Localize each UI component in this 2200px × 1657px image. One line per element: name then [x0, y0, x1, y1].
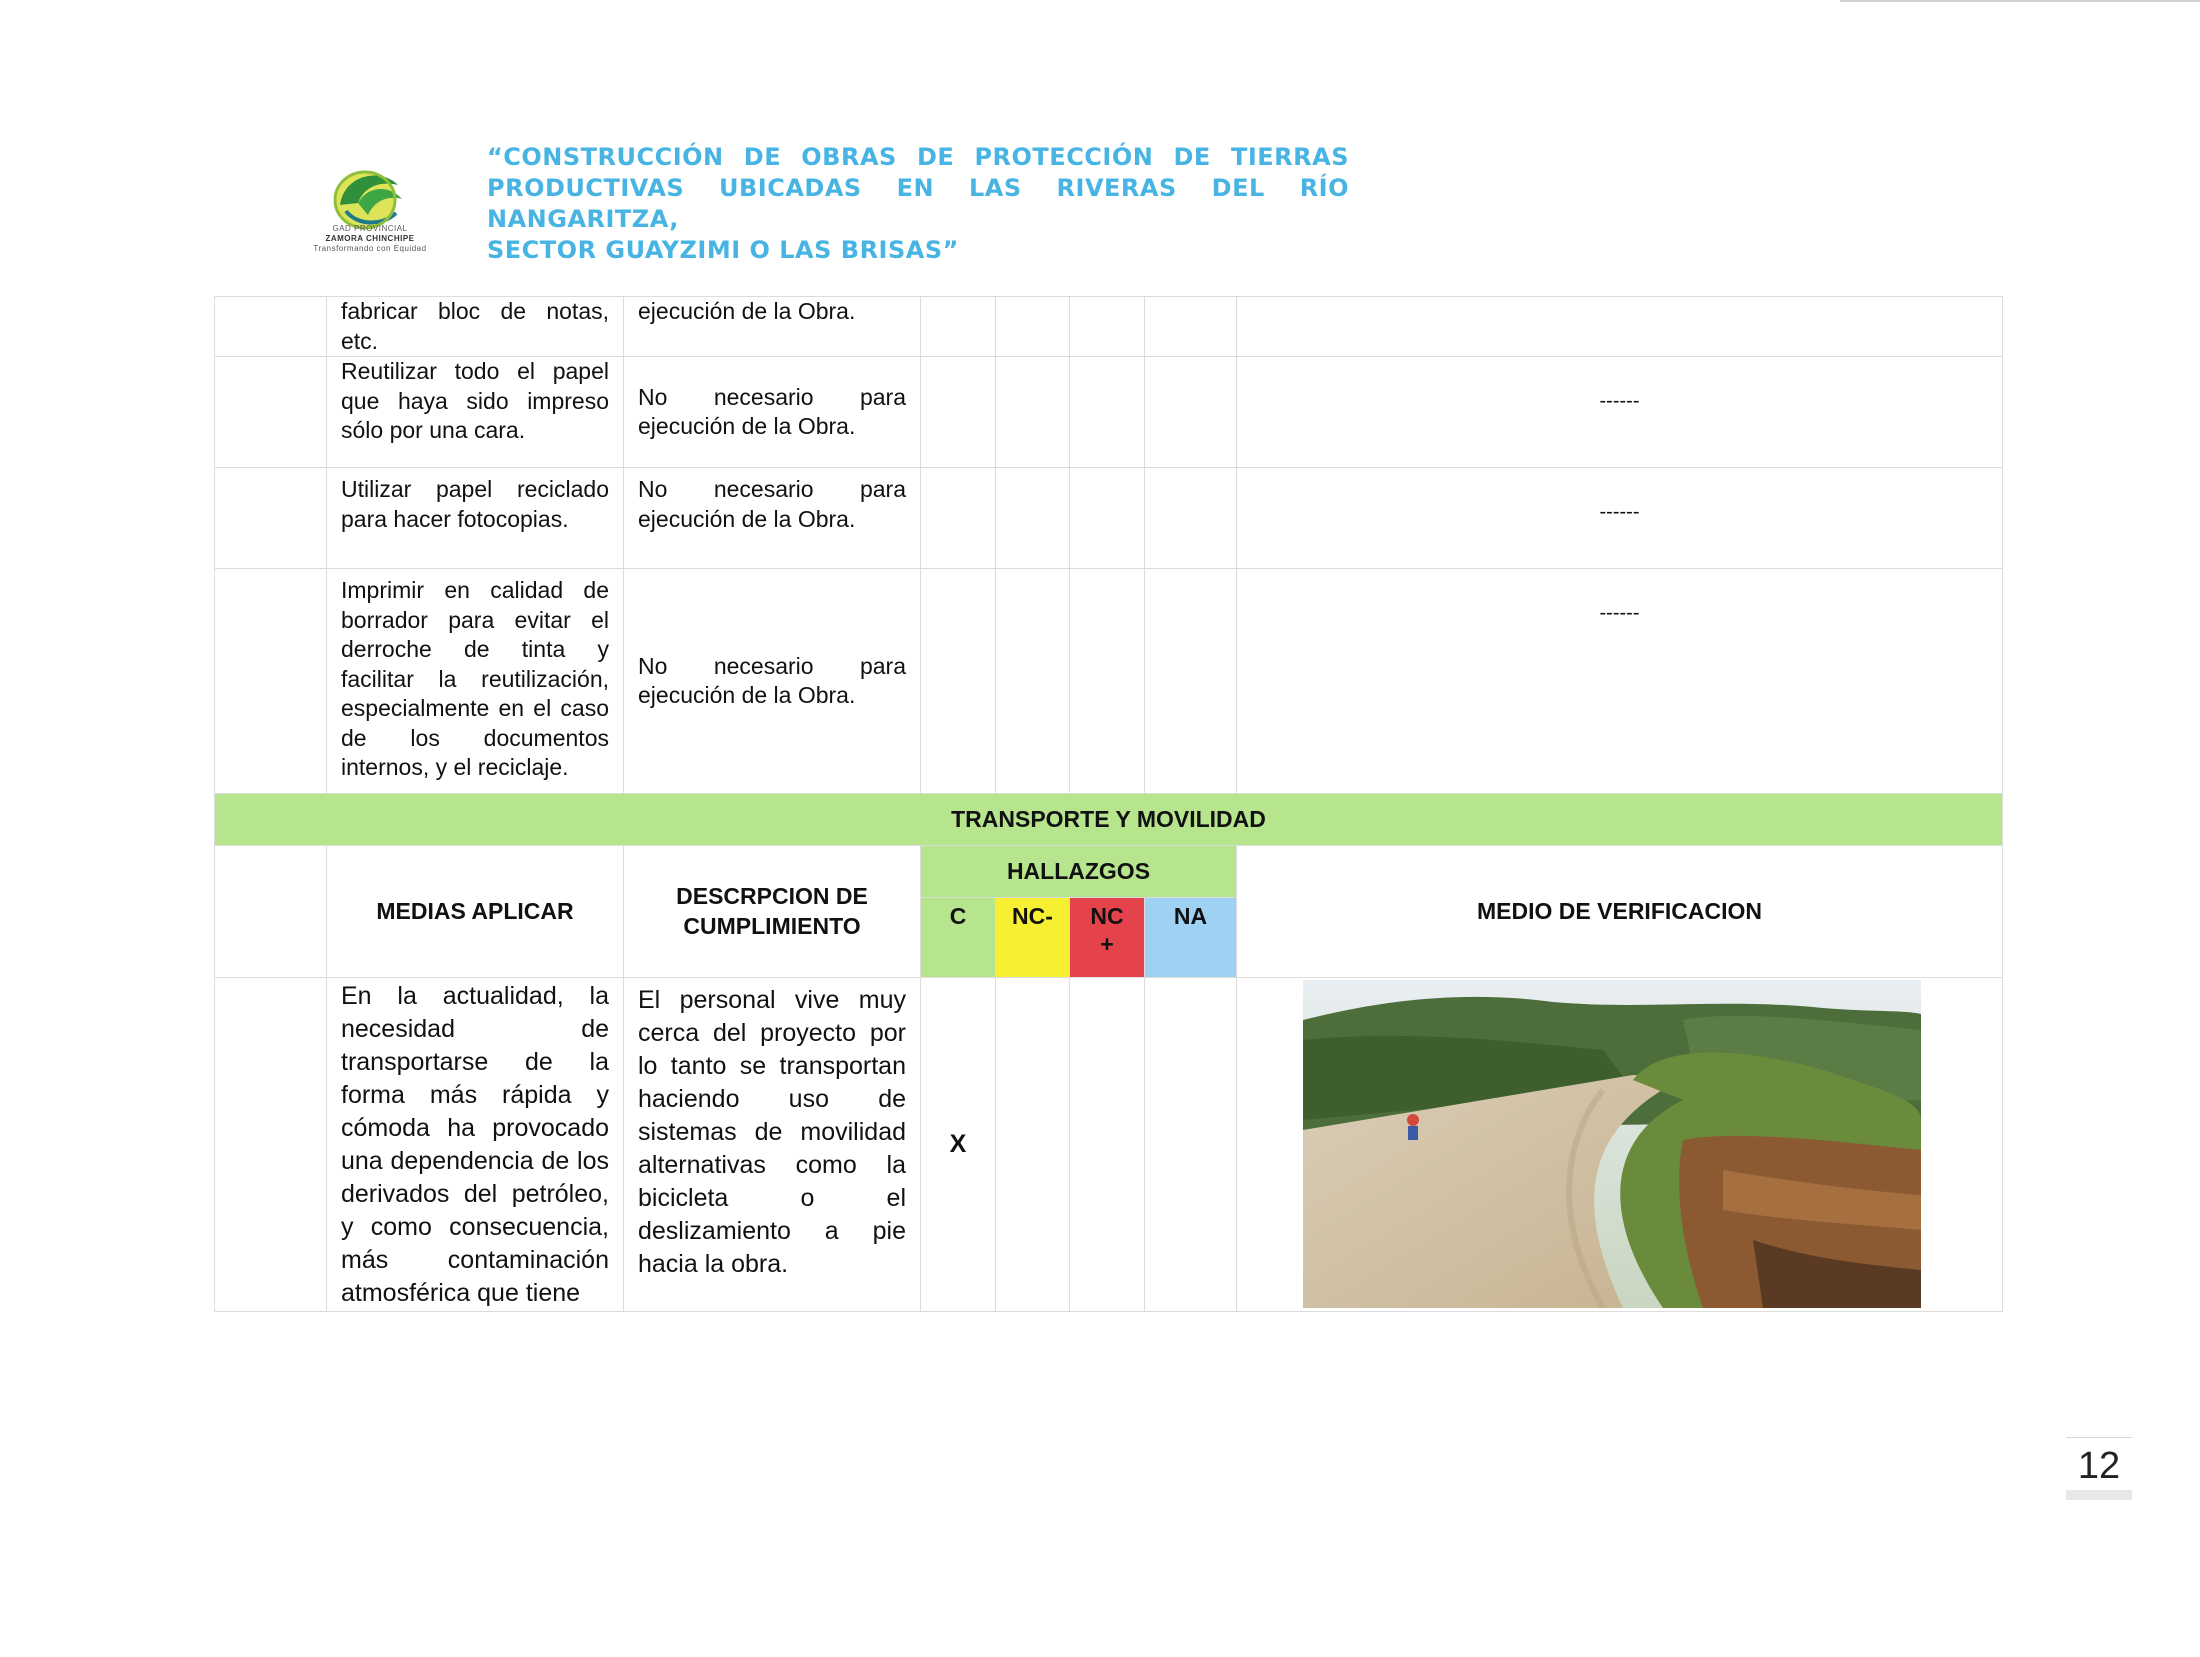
table-row: [215, 297, 2003, 357]
logo-caption: [305, 224, 435, 254]
header-nc-minus: NC-: [996, 898, 1070, 978]
measure-cell: Imprimir en calidad de borrador para evitar el derroche de tinta y facilitar la reutilización, especialmente en el caso de los documentos internos, y el reciclaje.: [327, 569, 624, 794]
section-row: [215, 794, 2003, 846]
logo-caption-bottom: Transformando con Equidad: [313, 244, 427, 253]
verification-dash: ------: [1599, 390, 1640, 412]
description-cell: No necesario para ejecución de la Obra.: [624, 569, 921, 794]
c-mark-cell: X: [921, 978, 996, 1312]
header-index-cell: [215, 846, 327, 978]
description-cell: No necesario para ejecución de la Obra.: [624, 357, 921, 468]
c-cell: [921, 357, 996, 468]
site-road-photo: [1303, 980, 1921, 1308]
header-nc-plus: [1070, 898, 1145, 978]
table-row: [215, 357, 2003, 468]
c-cell: [921, 468, 996, 569]
measure-cell: Reutilizar todo el papel que haya sido impreso sólo por una cara.: [327, 357, 624, 468]
header-nc-plus-line-1: NC: [1090, 903, 1124, 929]
nc-plus-cell: [1070, 357, 1145, 468]
verification-cell: [1237, 468, 2003, 569]
verification-photo-cell: [1237, 978, 2003, 1312]
row-index-cell: [215, 569, 327, 794]
project-title-line-2: PRODUCTIVAS UBICADAS EN LAS RIVERAS DEL RÍO NANGARITZA,: [487, 174, 1349, 233]
c-cell: [921, 569, 996, 794]
header-findings: HALLAZGOS: [921, 846, 1237, 898]
project-title-line-1: “CONSTRUCCIÓN DE OBRAS DE PROTECCIÓN DE TIERRAS: [487, 143, 1349, 171]
measure-cell: En la actualidad, la necesidad de transportarse de la forma más rápida y cómoda ha provocado una dependencia de los derivados del petróleo, y como consecuencia, más contaminación atmosférica que tiene: [327, 978, 624, 1312]
project-title: [487, 142, 1349, 266]
header-measures: MEDIAS APLICAR: [327, 846, 624, 978]
header-description: DESCRPCION DE CUMPLIMIENTO: [624, 846, 921, 978]
nc-plus-cell: [1070, 569, 1145, 794]
column-header-row: [215, 846, 2003, 898]
table-row: [215, 569, 2003, 794]
logo-caption-main: ZAMORA CHINCHIPE: [325, 234, 415, 243]
nc-minus-cell: [996, 357, 1070, 468]
na-cell: [1145, 297, 1237, 357]
nc-minus-cell: [996, 468, 1070, 569]
nc-plus-cell: [1070, 468, 1145, 569]
na-cell: [1145, 569, 1237, 794]
nc-minus-cell: [996, 569, 1070, 794]
description-cell: El personal vive muy cerca del proyecto por lo tanto se transportan haciendo uso de sistemas de movilidad alternativas como la bicicleta o el deslizamiento a pie hacia la obra.: [624, 978, 921, 1312]
top-edge-rule: [1840, 0, 2200, 2]
description-cell: ejecución de la Obra.: [624, 297, 921, 357]
row-index-cell: [215, 468, 327, 569]
nc-minus-cell: [996, 297, 1070, 357]
header-nc-plus-line-2: +: [1100, 931, 1114, 957]
verification-cell: [1237, 297, 2003, 357]
table-row: [215, 978, 2003, 1312]
page-number: 12: [2066, 1437, 2132, 1504]
project-title-line-3: SECTOR GUAYZIMI O LAS BRISAS”: [487, 236, 959, 264]
nc-plus-cell: [1070, 297, 1145, 357]
na-mark-cell: [1145, 978, 1237, 1312]
table-row: [215, 468, 2003, 569]
na-cell: [1145, 468, 1237, 569]
row-index-cell: [215, 297, 327, 357]
environmental-measures-table: [214, 296, 2003, 1312]
verification-cell: [1237, 569, 2003, 794]
na-cell: [1145, 357, 1237, 468]
section-title: TRANSPORTE Y MOVILIDAD: [215, 794, 2003, 846]
page-number-shade: [2066, 1490, 2132, 1500]
verification-dash: ------: [1599, 501, 1640, 523]
row-index-cell: [215, 357, 327, 468]
header-verification: MEDIO DE VERIFICACION: [1237, 846, 2003, 978]
measure-cell: Utilizar papel reciclado para hacer fotocopias.: [327, 468, 624, 569]
c-cell: [921, 297, 996, 357]
description-cell: No necesario para ejecución de la Obra.: [624, 468, 921, 569]
header-c: C: [921, 898, 996, 978]
measure-cell: fabricar bloc de notas, etc.: [327, 297, 624, 357]
nc-minus-mark-cell: [996, 978, 1070, 1312]
logo-caption-top: GAD PROVINCIAL: [332, 224, 408, 233]
row-index-cell: [215, 978, 327, 1312]
verification-cell: [1237, 357, 2003, 468]
nc-plus-mark-cell: [1070, 978, 1145, 1312]
verification-dash: ------: [1599, 602, 1640, 624]
header-na: NA: [1145, 898, 1237, 978]
